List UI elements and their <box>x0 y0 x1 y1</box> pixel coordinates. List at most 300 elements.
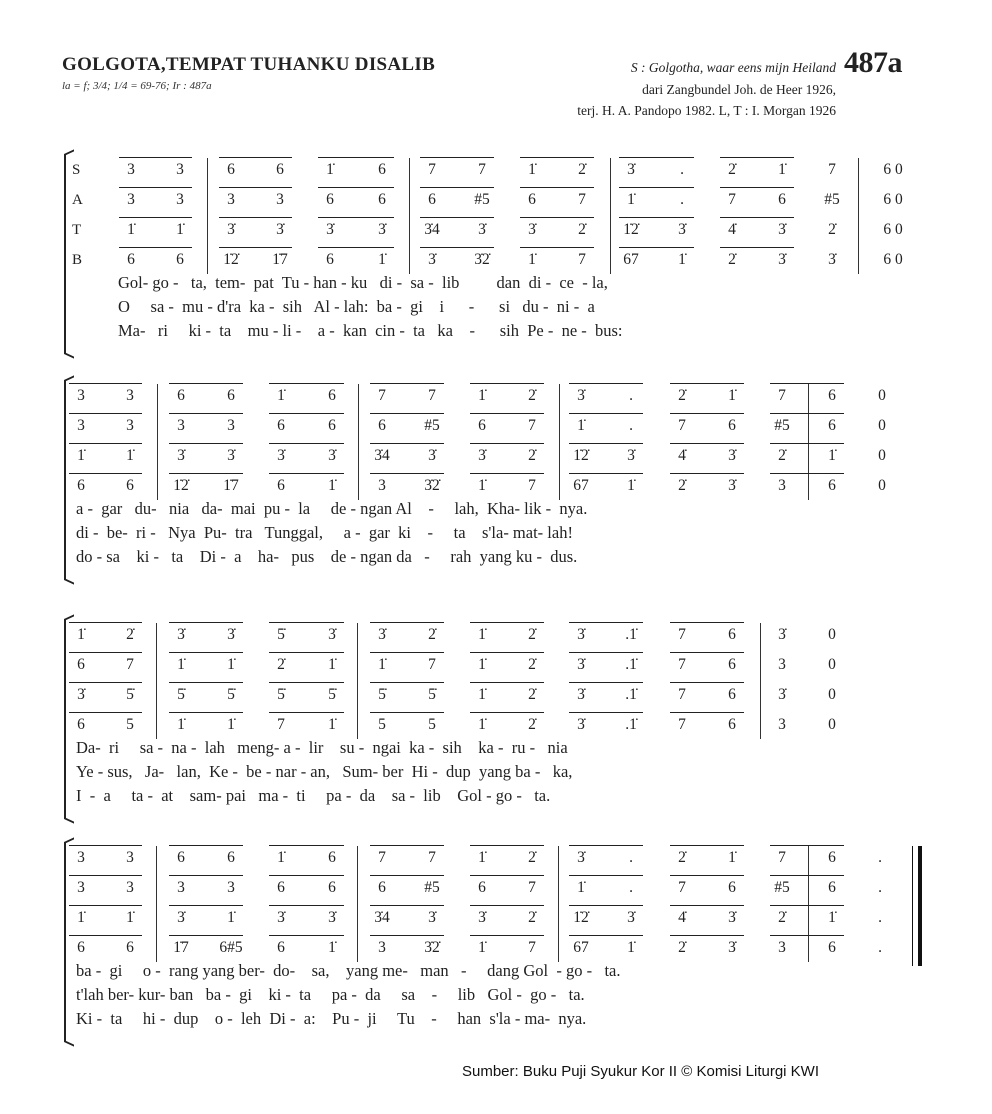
note-beam <box>370 383 444 384</box>
note-beam <box>619 187 694 188</box>
note: 2̇ <box>428 626 436 643</box>
note: 3̇ <box>428 909 436 926</box>
note: 3 <box>177 417 185 434</box>
note: 2̇ <box>528 686 536 703</box>
note: 3̇ <box>627 909 635 926</box>
note: 3 <box>127 161 135 178</box>
note-beam <box>670 935 744 936</box>
final-barline <box>912 846 913 966</box>
note-beam <box>169 845 243 846</box>
note: 6 <box>528 191 536 208</box>
note: 1̇ <box>478 939 486 956</box>
note: 3̇ <box>177 626 185 643</box>
note: 2̇ <box>126 626 134 643</box>
note-beam <box>219 247 292 248</box>
note: 6 <box>328 387 336 404</box>
note: 6 <box>77 716 85 733</box>
note: 3̇ <box>227 221 235 238</box>
note: . <box>878 939 882 956</box>
note: 3̇ <box>627 161 635 178</box>
note-beam <box>169 905 243 906</box>
lyric-line: I - a ta - at sam- pai ma - ti pa - da sa - lib Gol - go - ta. <box>76 786 551 805</box>
note: 4̇ <box>678 909 686 926</box>
note-beam <box>69 413 142 414</box>
note: 7 <box>578 251 586 268</box>
note: 1̇ <box>227 909 235 926</box>
note: 1̇ <box>227 656 235 673</box>
note: 3̇ <box>528 221 536 238</box>
note: 0 <box>878 447 886 464</box>
note: 3̇ <box>728 477 736 494</box>
bar-line <box>808 846 809 962</box>
note: 6 <box>728 686 736 703</box>
bar-line <box>156 846 157 962</box>
note: 3̇2̇ <box>474 251 490 268</box>
note-beam <box>520 217 594 218</box>
note: 6 <box>177 387 185 404</box>
note: 2̇ <box>678 477 686 494</box>
note: 7 <box>528 939 536 956</box>
note: 1̇ <box>778 161 786 178</box>
note: 1̇ <box>627 191 635 208</box>
note-beam <box>69 383 142 384</box>
note: 1̇ <box>326 161 334 178</box>
note-beam <box>619 247 694 248</box>
note: #5 <box>774 879 790 896</box>
bar-line <box>207 158 208 274</box>
note: 7 <box>528 879 536 896</box>
note: 6 <box>828 879 836 896</box>
note: 5̇ <box>277 626 285 643</box>
note: 6 <box>328 879 336 896</box>
note: 7 <box>678 879 686 896</box>
note: 6 <box>177 849 185 866</box>
note-beam <box>370 682 444 683</box>
note: 1̇ <box>378 656 386 673</box>
note: . <box>878 849 882 866</box>
note-beam <box>470 682 544 683</box>
note: 6 <box>828 387 836 404</box>
note-beam <box>569 383 643 384</box>
bar-line <box>760 623 761 739</box>
note: 3̇ <box>478 909 486 926</box>
note: . <box>629 417 633 434</box>
note: 1̇ <box>728 387 736 404</box>
note: 6 <box>728 879 736 896</box>
note: 3̇ <box>778 221 786 238</box>
note: 6 <box>828 477 836 494</box>
note-beam <box>470 413 544 414</box>
note: 6 <box>828 939 836 956</box>
note-beam <box>770 875 844 876</box>
note-beam <box>370 845 444 846</box>
note: . <box>680 191 684 208</box>
note-beam <box>318 187 394 188</box>
bar-line <box>409 158 410 274</box>
note: 1̇2̇ <box>223 251 239 268</box>
note-beam <box>619 157 694 158</box>
note: 3̇ <box>577 716 585 733</box>
note: 7 <box>428 849 436 866</box>
note-beam <box>269 905 344 906</box>
note-beam <box>670 845 744 846</box>
note-beam <box>470 652 544 653</box>
note-beam <box>470 905 544 906</box>
note-beam <box>770 935 844 936</box>
note: 3̇ <box>577 626 585 643</box>
note-beam <box>670 443 744 444</box>
hymn-title: GOLGOTA,TEMPAT TUHANKU DISALIB <box>62 54 436 75</box>
note: 7 <box>678 417 686 434</box>
note: 3̇ <box>728 909 736 926</box>
note: 2̇ <box>678 387 686 404</box>
note: 7 <box>778 849 786 866</box>
note: 7 <box>678 716 686 733</box>
note: 6 <box>378 417 386 434</box>
note-beam <box>119 247 192 248</box>
bar-line <box>808 384 809 500</box>
note-beam <box>470 443 544 444</box>
note: 1̇ <box>678 251 686 268</box>
note: #5 <box>824 191 840 208</box>
note-beam <box>670 652 744 653</box>
note-beam <box>119 217 192 218</box>
lyric-line: Ma- ri ki - ta mu - li - a - kan cin - ta ka - sih Pe - ne - bus: <box>118 321 623 340</box>
note: 3 <box>778 716 786 733</box>
note: 6 <box>227 387 235 404</box>
note: 6 <box>828 849 836 866</box>
note: 67 <box>573 477 589 494</box>
note: 3 <box>378 939 386 956</box>
note-beam <box>169 413 243 414</box>
note-beam <box>670 383 744 384</box>
note: 6 <box>127 251 135 268</box>
note-beam <box>370 413 444 414</box>
note-beam <box>69 935 142 936</box>
voice-label: B <box>72 252 83 268</box>
note-beam <box>269 622 344 623</box>
note-beam <box>370 443 444 444</box>
note: 1̇ <box>77 626 85 643</box>
note: 1̇ <box>176 221 184 238</box>
note-beam <box>269 652 344 653</box>
note: 1̇7 <box>272 251 288 268</box>
note: 1̇ <box>627 477 635 494</box>
bar-line <box>157 384 158 500</box>
note: 6 <box>277 879 285 896</box>
note: 1̇ <box>478 716 486 733</box>
note: 6 <box>728 716 736 733</box>
note: 3 <box>778 477 786 494</box>
note: 7 <box>678 656 686 673</box>
note-beam <box>370 473 444 474</box>
note-beam <box>569 443 643 444</box>
note: 6 <box>728 417 736 434</box>
note: 3 <box>176 191 184 208</box>
source-footer: Sumber: Buku Puji Syukur Kor II © Komisi Liturgi KWI <box>462 1063 820 1080</box>
note-beam <box>370 875 444 876</box>
note: 1̇ <box>127 221 135 238</box>
note-beam <box>670 905 744 906</box>
note: 6 <box>728 656 736 673</box>
note: 3̇ <box>577 849 585 866</box>
note: 3̇ <box>77 686 85 703</box>
note: 0 <box>828 716 836 733</box>
note: 3̇ <box>277 447 285 464</box>
note: 3̇2̇ <box>424 477 440 494</box>
lyric-line: ba - gi o - rang yang ber- do- sa, yang me- man - dang Gol - go - ta. <box>76 961 621 980</box>
note: . <box>680 161 684 178</box>
note-beam <box>420 187 494 188</box>
note: 6 <box>778 191 786 208</box>
note-beam <box>169 875 243 876</box>
note: 0 <box>878 387 886 404</box>
note: 7 <box>378 849 386 866</box>
note: 5̇ <box>277 686 285 703</box>
note: 6 0 <box>883 221 903 238</box>
note-beam <box>520 187 594 188</box>
note-beam <box>269 413 344 414</box>
note: 3̇ <box>577 656 585 673</box>
note: 2̇ <box>778 909 786 926</box>
note: . <box>629 387 633 404</box>
lyric-line: t'lah ber- kur- ban ba - gi ki - ta pa - da sa - lib Gol - go - ta. <box>76 985 585 1004</box>
note: 2̇ <box>578 221 586 238</box>
note: 1̇ <box>577 879 585 896</box>
note: 6 <box>77 656 85 673</box>
note: 3̇ <box>428 447 436 464</box>
note: 1̇2̇ <box>573 447 589 464</box>
note: 1̇ <box>177 716 185 733</box>
lyric-line: do - sa ki - ta Di - a ha- pus de - ngan da - rah yang ku - dus. <box>76 547 578 566</box>
note-beam <box>470 383 544 384</box>
note: 2̇ <box>778 447 786 464</box>
note: 1̇7 <box>223 477 239 494</box>
note-beam <box>770 383 844 384</box>
note: 5̇ <box>428 686 436 703</box>
lyric-line: Ki - ta hi - dup o - leh Di - a: Pu - ji Tu - han s'la - ma- nya. <box>76 1009 587 1028</box>
note: 3 <box>276 191 284 208</box>
note-beam <box>720 157 794 158</box>
note: 6#5 <box>219 939 243 956</box>
note-beam <box>720 187 794 188</box>
note-beam <box>569 682 643 683</box>
bar-line <box>156 623 157 739</box>
note: .1̇ <box>625 656 637 673</box>
note: 6 0 <box>883 251 903 268</box>
note-beam <box>569 905 643 906</box>
note: 1̇ <box>378 251 386 268</box>
note-beam <box>720 247 794 248</box>
note-beam <box>219 187 292 188</box>
note: 3̇4 <box>374 909 390 926</box>
note: 2̇ <box>528 716 536 733</box>
note: 3̇ <box>328 626 336 643</box>
note: 6 <box>277 417 285 434</box>
note: 3̇ <box>277 909 285 926</box>
note: 1̇ <box>126 447 134 464</box>
note: 1̇ <box>528 251 536 268</box>
note: 3 <box>77 417 85 434</box>
note: 1̇ <box>277 387 285 404</box>
note: 6 <box>326 251 334 268</box>
note: 3 <box>127 191 135 208</box>
note: 2̇ <box>678 849 686 866</box>
note: 7 <box>478 161 486 178</box>
note-beam <box>169 383 243 384</box>
note: 3̇ <box>678 221 686 238</box>
note: 1̇ <box>126 909 134 926</box>
note-beam <box>269 473 344 474</box>
bar-line <box>858 158 859 274</box>
note: 1̇ <box>828 447 836 464</box>
note: 2̇ <box>728 161 736 178</box>
note-beam <box>69 652 142 653</box>
note: 6 <box>378 191 386 208</box>
note-beam <box>670 413 744 414</box>
note: 3̇ <box>627 447 635 464</box>
note: 7 <box>678 626 686 643</box>
note: 6 <box>176 251 184 268</box>
note: 6 <box>828 417 836 434</box>
note-beam <box>470 875 544 876</box>
note: 7 <box>428 387 436 404</box>
note-beam <box>318 157 394 158</box>
note: 3 <box>227 879 235 896</box>
note: 7 <box>528 477 536 494</box>
note: 0 <box>878 477 886 494</box>
note: 67 <box>623 251 639 268</box>
note: 6 <box>276 161 284 178</box>
note: 1̇ <box>577 417 585 434</box>
note: 3̇ <box>227 447 235 464</box>
note: 1̇ <box>177 656 185 673</box>
note-beam <box>318 247 394 248</box>
note: 2̇ <box>528 909 536 926</box>
note-beam <box>569 935 643 936</box>
note: 7 <box>378 387 386 404</box>
note: 67 <box>573 939 589 956</box>
note-beam <box>770 413 844 414</box>
note: 1̇ <box>77 447 85 464</box>
note-beam <box>69 622 142 623</box>
note: 3̇ <box>778 626 786 643</box>
note-beam <box>69 443 142 444</box>
note-beam <box>169 712 243 713</box>
note-beam <box>770 443 844 444</box>
note: 0 <box>828 626 836 643</box>
note-beam <box>169 443 243 444</box>
note-beam <box>169 622 243 623</box>
note-beam <box>269 845 344 846</box>
note: 6 <box>277 477 285 494</box>
note: 3̇ <box>478 221 486 238</box>
note-beam <box>318 217 394 218</box>
source-line-1: S : Golgotha, waar eens mijn Heiland <box>630 60 836 75</box>
note-beam <box>420 157 494 158</box>
note-beam <box>670 875 744 876</box>
note: 6 <box>277 939 285 956</box>
note: 1̇ <box>328 477 336 494</box>
note: 7 <box>126 656 134 673</box>
note: 6 <box>728 626 736 643</box>
voice-label: A <box>72 192 83 208</box>
note-beam <box>520 157 594 158</box>
note: 3̇ <box>328 909 336 926</box>
note-beam <box>169 682 243 683</box>
note: 7 <box>778 387 786 404</box>
note-beam <box>69 905 142 906</box>
note: 3̇ <box>778 686 786 703</box>
note-beam <box>569 875 643 876</box>
hymn-number: 487a <box>844 46 902 79</box>
note-beam <box>770 905 844 906</box>
note: 2̇ <box>578 161 586 178</box>
bar-line <box>610 158 611 274</box>
bar-line <box>558 846 559 962</box>
lyric-line: a - gar du- nia da- mai pu - la de - ngan Al - lah, Kha- lik - nya. <box>76 499 588 518</box>
note: 0 <box>878 417 886 434</box>
note: 7 <box>428 161 436 178</box>
note-beam <box>269 682 344 683</box>
note: 1̇7 <box>173 939 189 956</box>
note: 3̇ <box>478 447 486 464</box>
note-beam <box>219 157 292 158</box>
note: #5 <box>474 191 490 208</box>
note: 5̇ <box>126 686 134 703</box>
note: 7 <box>578 191 586 208</box>
note-beam <box>420 247 494 248</box>
note: 3̇ <box>728 939 736 956</box>
note: 3̇ <box>778 251 786 268</box>
note-beam <box>370 935 444 936</box>
note-beam <box>470 712 544 713</box>
note: .1̇ <box>625 686 637 703</box>
final-barline-thick <box>918 846 922 966</box>
note: 3 <box>778 656 786 673</box>
note-beam <box>69 845 142 846</box>
note: 3̇ <box>728 447 736 464</box>
lyric-line: Da- ri sa - na - lah meng- a - lir su - ngai ka - sih ka - ru - nia <box>76 738 568 757</box>
note-beam <box>269 935 344 936</box>
note-beam <box>69 473 142 474</box>
note: 1̇ <box>478 477 486 494</box>
note-beam <box>370 622 444 623</box>
note: 3 <box>126 849 134 866</box>
note: 3̇2̇ <box>424 939 440 956</box>
note: 1̇ <box>77 909 85 926</box>
note: 2̇ <box>528 849 536 866</box>
note: 3̇ <box>276 221 284 238</box>
note: 1̇2̇ <box>573 909 589 926</box>
note: 7 <box>277 716 285 733</box>
note: 3 <box>177 879 185 896</box>
lyric-line: Gol- go - ta, tem- pat Tu - han - ku di - sa - lib dan di - ce - la, <box>118 273 608 292</box>
note: 1̇ <box>478 686 486 703</box>
note: 1̇ <box>728 849 736 866</box>
note: 5 <box>378 716 386 733</box>
lyric-line: Ye - sus, Ja- lan, Ke - be - nar - an, Sum- ber Hi - dup yang ba - ka, <box>76 762 573 781</box>
note: 3̇ <box>328 447 336 464</box>
note: 7 <box>528 417 536 434</box>
note: #5 <box>424 417 440 434</box>
note-beam <box>569 652 643 653</box>
note: 3̇ <box>177 909 185 926</box>
note: 6 <box>77 477 85 494</box>
note: 3̇4 <box>374 447 390 464</box>
note: .1̇ <box>625 716 637 733</box>
note: 6 <box>126 477 134 494</box>
